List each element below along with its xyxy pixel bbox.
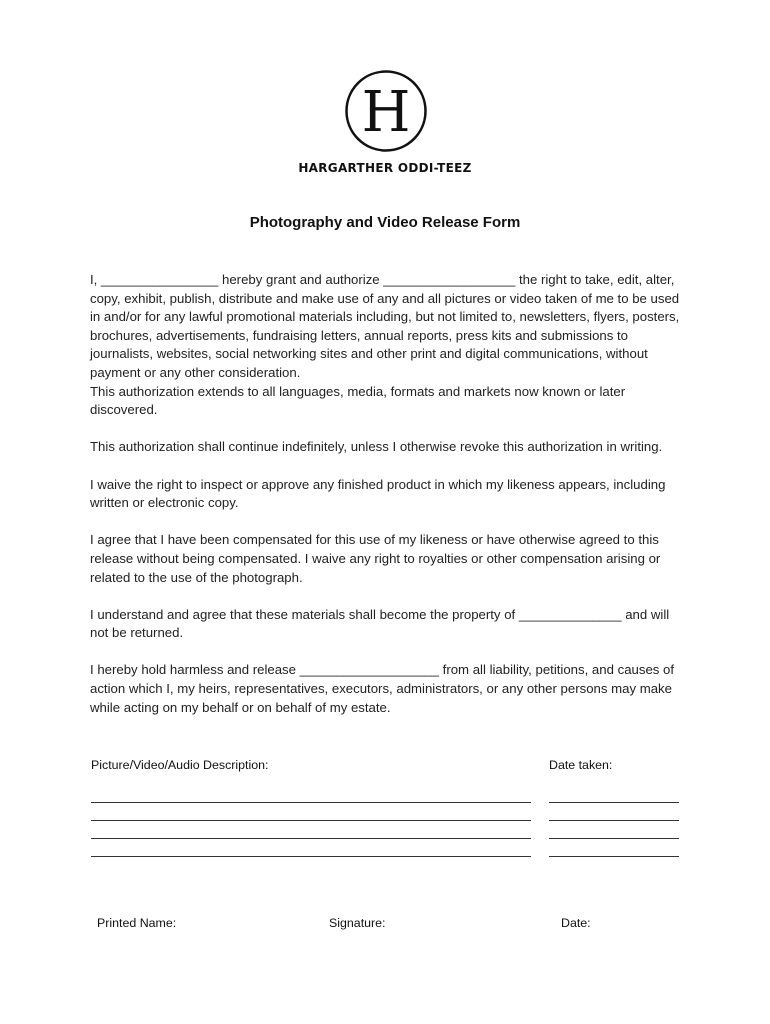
description-line-4[interactable] [91,856,531,857]
description-line-2[interactable] [91,820,531,821]
paragraph-grant: I, ________________ hereby grant and authorize __________________ the right to take, edit, alter, copy, exhibit, publish, distribute and make use of any and all pictures or video taken of me to be used in and/or for any lawful promotional materials including, but not limited to, newsletters, flyers, posters, brochures, advertisements, fundraising letters, annual reports, press kits and submissions to journalists, websites, social networking sites and other print and digital communications, without payment or any other consideration. [90,272,680,380]
release-text [90,271,690,717]
paragraph-waive-inspect: I waive the right to inspect or approve any finished product in which my likeness appears, including written or electronic copy. [90,476,666,511]
h-monogram-circle-logo [345,70,427,152]
paragraph-property: I understand and agree that these materials shall become the property of ______________ and will not be returned. [90,606,670,641]
description-line-1[interactable] [91,802,531,803]
date-taken-line-1[interactable] [549,802,679,803]
brand-name: HARGARTHER ODDI-TEEZ [298,161,472,175]
paragraph-harmless: I hereby hold harmless and release ___________________ from all liability, petitions, and causes of action which I, my heirs, representatives, executors, administrators, or any other persons may make while acting on my behalf or on behalf of my estate. [90,662,675,715]
description-line-3[interactable] [91,838,531,839]
signature-label: Signature: [329,916,386,930]
paragraph-extent: This authorization extends to all languages, media, formats and markets now known or later discovered. [90,383,626,418]
date-taken-line-3[interactable] [549,838,679,839]
description-label: Picture/Video/Audio Description: [91,758,269,772]
date-taken-line-2[interactable] [549,820,679,821]
date-taken-line-4[interactable] [549,856,679,857]
logo-letter: H [361,80,411,145]
date-taken-label: Date taken: [549,758,613,772]
date-label: Date: [561,916,591,930]
paragraph-duration: This authorization shall continue indefinitely, unless I otherwise revoke this authorization in writing. [90,439,663,455]
printed-name-label: Printed Name: [97,916,177,930]
page-title: Photography and Video Release Form [249,214,521,231]
paragraph-compensation: I agree that I have been compensated for this use of my likeness or have otherwise agreed to this release without being compensated. I waive any right to royalties or other compensation arising or related to the use of the photograph. [90,532,661,585]
